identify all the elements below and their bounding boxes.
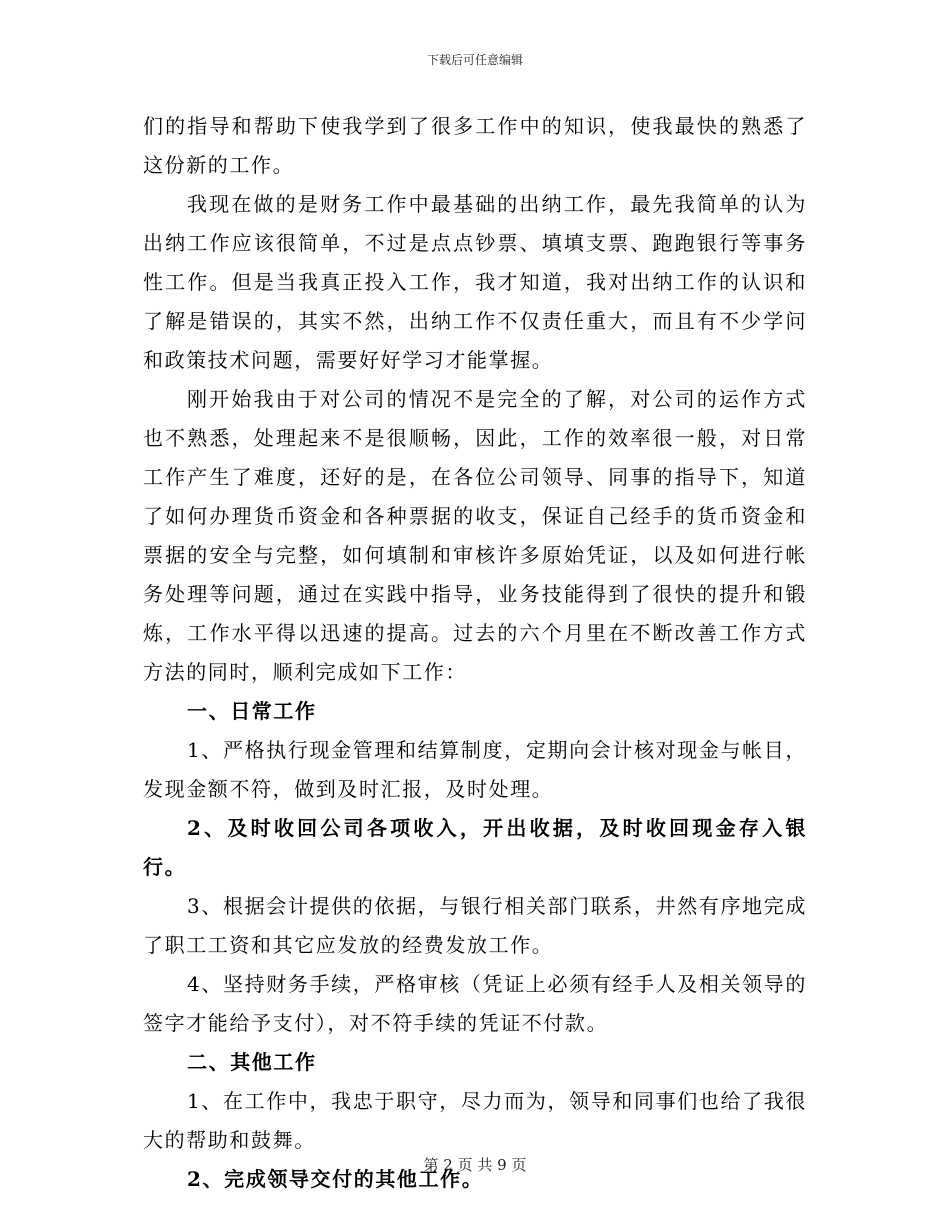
list-item-daily-4: 4、坚持财务手续，严格审核（凭证上必须有经手人及相关领导的签字才能给予支付），对不符手续的凭证不付款。	[143, 972, 807, 1035]
list-item-daily-3: 3、根据会计提供的依据，与银行相关部门联系，井然有序地完成了职工工资和其它应发放的经费发放工作。	[143, 894, 807, 957]
page-header: 下载后可任意编辑	[426, 53, 523, 67]
list-item-daily-2: 2、及时收回公司各项收入，开出收据，及时收回现金存入银行。	[143, 816, 807, 879]
document-body	[143, 107, 807, 1199]
paragraph-continuation: 们的指导和帮助下使我学到了很多工作中的知识，使我最快的熟悉了这份新的工作。	[143, 114, 807, 177]
section-heading-daily-work: 一、日常工作	[187, 699, 317, 723]
paragraph-learning: 刚开始我由于对公司的情况不是完全的了解，对公司的运作方式也不熟悉，处理起来不是很顺畅，因此，工作的效率很一般，对日常工作产生了难度，还好的是，在各位公司领导、同事的指导下，知道了如何办理货币资金和各种票据的收支，保证自己经手的货币资金和票据的安全与完整，如何填制和审核许多原始凭证，以及如何进行帐务处理等问题，通过在实践中指导，业务技能得到了很快的提升和锻炼，工作水平得以迅速的提高。过去的六个月里在不断改善工作方式方法的同时，顺利完成如下工作：	[143, 387, 807, 684]
list-item-other-1: 1、在工作中，我忠于职守，尽力而为，领导和同事们也给了我很大的帮助和鼓舞。	[143, 1089, 807, 1152]
section-heading-other-work: 二、其他工作	[187, 1050, 317, 1074]
list-item-daily-1: 1、严格执行现金管理和结算制度，定期向会计核对现金与帐目，发现金额不符，做到及时汇报，及时处理。	[143, 738, 807, 801]
list-item-other-2: 2、完成领导交付的其他工作。	[187, 1167, 484, 1191]
paragraph-cashier-work: 我现在做的是财务工作中最基础的出纳工作，最先我简单的认为出纳工作应该很简单，不过是点点钞票、填填支票、跑跑银行等事务性工作。但是当我真正投入工作，我才知道，我对出纳工作的认识和了解是错误的，其实不然，出纳工作不仅责任重大，而且有不少学问和政策技术问题，需要好好学习才能掌握。	[143, 192, 807, 372]
page-number: 第 2 页 共 9 页	[423, 1156, 527, 1174]
